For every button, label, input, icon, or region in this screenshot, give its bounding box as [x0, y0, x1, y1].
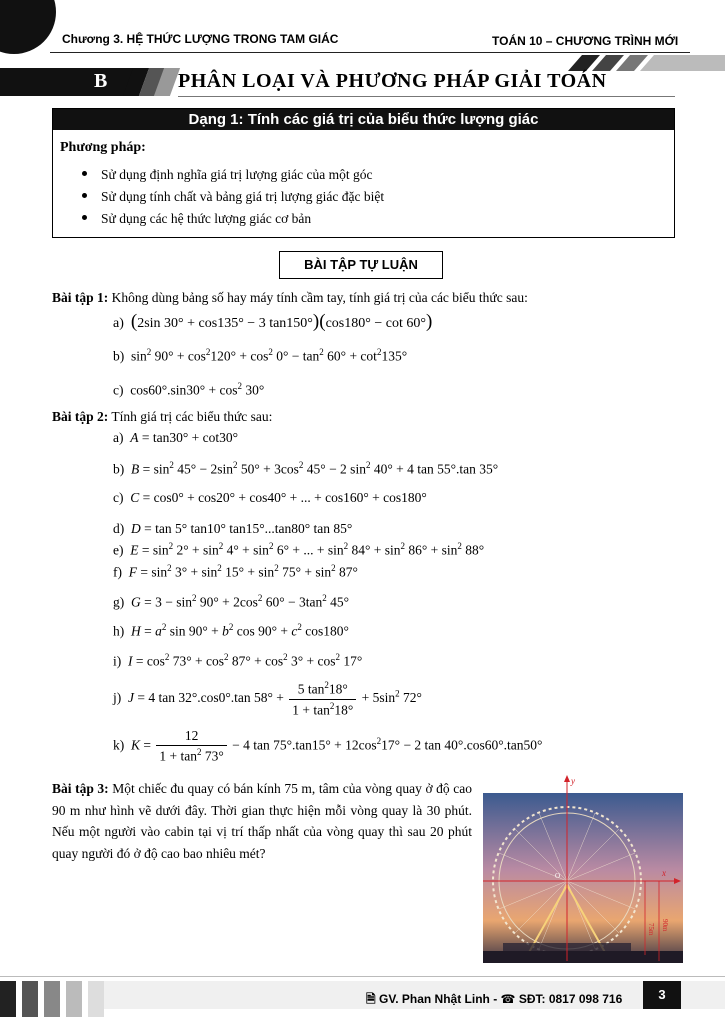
page-number: 3: [643, 981, 681, 1009]
ferris-wheel-figure: [483, 775, 683, 963]
method-bullet: Sử dụng các hệ thức lượng giác cơ bản: [82, 211, 311, 227]
method-label: Phương pháp:: [60, 140, 146, 155]
exercise-2i: i) $I = \cos^2 73^\circ + \cos^2 87^\circ + \cos^2 3^\circ + \cos^2 17^\circ$: [113, 652, 363, 669]
figure-origin: O: [555, 872, 561, 880]
footer-stripes: [0, 981, 120, 1017]
header-divider: [50, 52, 690, 53]
exercise-2j: j) J = 4 tan 32°.cos0°.tan 58° + $\frac{5 \tan^218^\circ}{1 + \tan^218^\circ}$ + $5\sin^2$ 72°: [113, 680, 422, 717]
exercise-3-prompt: Bài tập 3: Một chiếc đu quay có bán kính 75 m, tâm của vòng quay ở độ cao 90 m như hình vẽ dưới đây. Thời gian thực hiện mỗi vòng quay là 30 phút. Nếu một người vào cabin tại vị trí thấp nhất của vòng quay thì sau 20 phút quay người đó ở độ cao bao nhiêu mét?: [52, 781, 472, 861]
section-letter-box: [0, 68, 135, 96]
document-icon: 🗎: [366, 992, 379, 1006]
footer-author: 🗎 GV. Phan Nhật Linh - ☎ SĐT: 0817 098 716: [366, 992, 623, 1006]
section-letter: B: [94, 70, 108, 92]
figure-radius-label: 75m: [647, 923, 655, 936]
figure-x-axis: x: [662, 868, 666, 878]
exercise-1-prompt: Bài tập 1: Không dùng bảng số hay máy tính cầm tay, tính giá trị của các biểu thức sau:: [52, 290, 528, 305]
exercise-2k: k) K = $\frac{12}{1 + \tan^2 73^\circ}$ − 4 $\tan 75^\circ.\tan 15^\circ + 12\cos^217^\circ - 2$ tan 40°.cos60°.tan50°: [113, 728, 543, 764]
exercise-2b: b) $B = \sin^2 45^\circ - 2\sin^2$ $50^\circ + 3\cos^2$ 45° − 2 $\sin^2 40^\circ + 4$ tan 55°.tan 35°: [113, 460, 499, 477]
figure-height-label: 90m: [661, 919, 669, 932]
method-bullet: Sử dụng tính chất và bảng giá trị lượng giác đặc biệt: [82, 189, 384, 205]
exercise-2c: c) C = cos0° + cos20° + cos40° + ... + cos160° + cos180°: [113, 490, 427, 505]
exercise-1b: b) $\sin^2 90^\circ + \cos^2120^\circ + \cos^2 0^\circ - \tan^2 60^\circ + \cot^2135^\circ$: [113, 347, 408, 364]
exercise-2e: e) $E = \sin^2 2^\circ + \sin^2 4^\circ + \sin^2 6^\circ$ + ... + $\sin^2 84^\circ + \sin^2 86^\circ + \sin^2 88^\circ$: [113, 541, 485, 558]
exercise-1a: a) (2sin 30° + cos135° − 3 tan150°)(cos180° − cot 60°): [113, 311, 433, 332]
corner-logo: [0, 0, 56, 54]
method-heading: Dạng 1: Tính các giá trị của biểu thức lượng giác: [53, 109, 674, 130]
header-chapter: Chương 3. HỆ THỨC LƯỢNG TRONG TAM GIÁC: [62, 32, 339, 46]
exercise-heading: BÀI TẬP TỰ LUẬN: [279, 251, 443, 279]
exercise-1c: c) $\cos 60^\circ.\sin 30^\circ + \cos^2 30^\circ$: [113, 381, 265, 398]
section-title: PHÂN LOẠI VÀ PHƯƠNG PHÁP GIẢI TOÁN: [178, 70, 607, 92]
footer-divider: [0, 976, 725, 977]
header-course: TOÁN 10 – CHƯƠNG TRÌNH MỚI: [492, 34, 679, 48]
method-bullet: Sử dụng định nghĩa giá trị lượng giác của một góc: [82, 167, 372, 183]
exercise-2-prompt: Bài tập 2: Tính giá trị các biểu thức sau:: [52, 409, 273, 424]
figure-y-axis: y: [571, 776, 575, 786]
exercise-2a: a) A = tan30° + cot30°: [113, 430, 239, 445]
exercise-2g: g) $G = 3 - \sin^2 90^\circ + 2\cos^2$ $60^\circ - 3\tan^2$ 45°: [113, 593, 350, 610]
header-stripes: [560, 55, 725, 71]
exercise-2h: h) $H = a^2$ $\sin 90^\circ + b^2$ $\cos 90^\circ + c^2$ cos180°: [113, 622, 349, 639]
exercise-2d: d) D = tan 5° tan10° tan15°...tan80° tan 85°: [113, 521, 353, 536]
exercise-2f: f) $F = \sin^2 3^\circ + \sin^2 15^\circ + \sin^2 75^\circ + \sin^2 87^\circ$: [113, 563, 358, 580]
